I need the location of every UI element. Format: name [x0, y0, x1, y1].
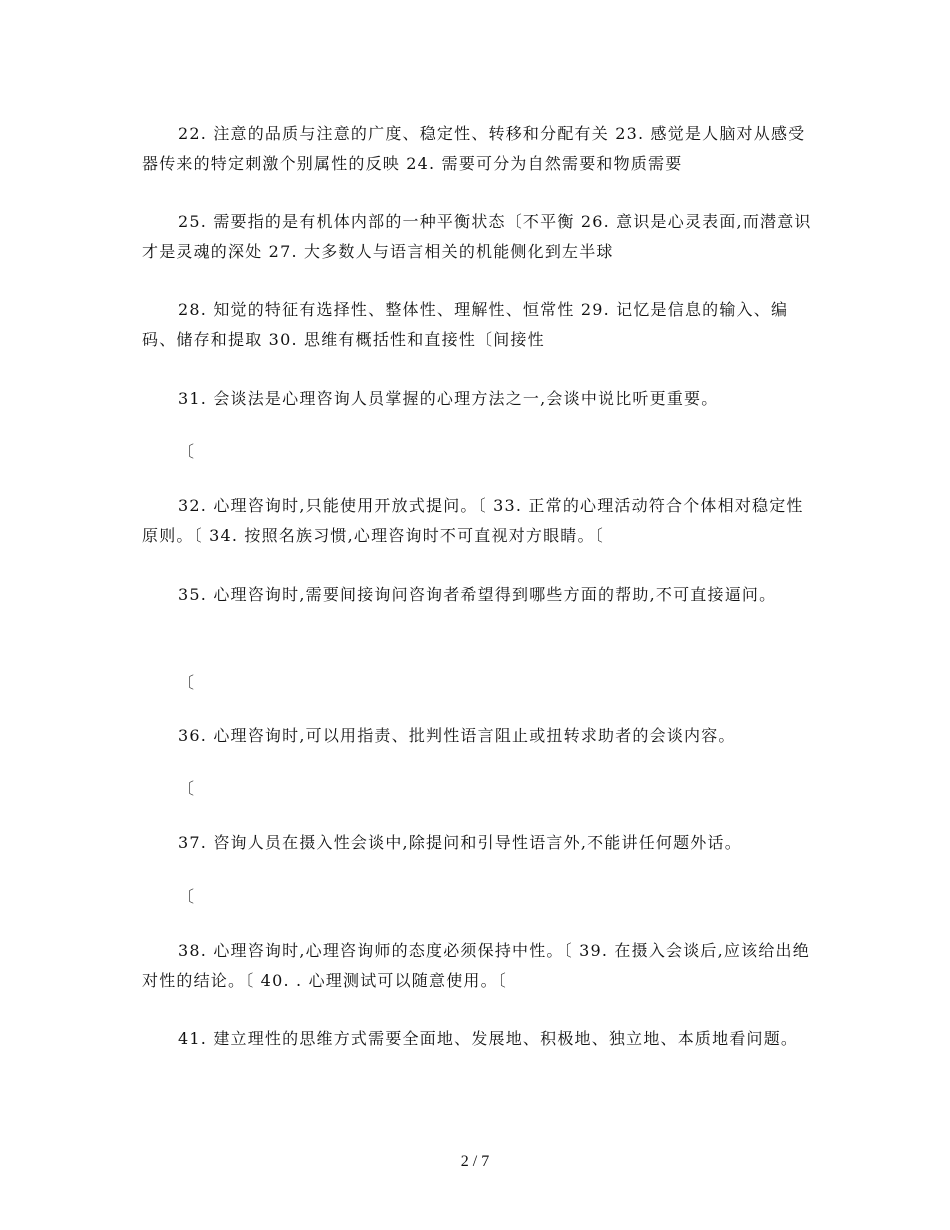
- paragraph-35: 35. 心理咨询时,需要间接询问咨询者希望得到哪些方面的帮助,不可直接逼问。: [178, 585, 777, 604]
- paragraph-37: 37. 咨询人员在摄入性会谈中,除提问和引导性语言外,不能讲任何题外话。: [178, 833, 742, 852]
- answer-bracket: 〔: [178, 673, 195, 692]
- paragraph-32-34: 32. 心理咨询时,只能使用开放式提问。〔 33. 正常的心理活动符合个体相对稳定性原则。〔 34. 按照名族习惯,心理咨询时不可直视对方眼睛。〔: [142, 496, 804, 545]
- paragraph-25-27: 25. 需要指的是有机体内部的一种平衡状态〔不平衡 26. 意识是心灵表面,而潜意识才是灵魂的深处 27. 大多数人与语言相关的机能侧化到左半球: [142, 212, 812, 261]
- answer-bracket: 〔: [178, 887, 195, 906]
- paragraph-36: 36. 心理咨询时,可以用指责、批判性语言阻止或扭转求助者的会谈内容。: [178, 726, 736, 745]
- page-number: 2 / 7: [460, 1153, 490, 1170]
- answer-bracket: 〔: [178, 779, 195, 798]
- paragraph-28-30: 28. 知觉的特征有选择性、整体性、理解性、恒常性 29. 记忆是信息的输入、编码、储存和提取 30. 思维有概括性和直接性〔间接性: [142, 300, 789, 349]
- answer-bracket: 〔: [178, 442, 195, 461]
- paragraph-41: 41. 建立理性的思维方式需要全面地、发展地、积极地、独立地、本质地看问题。: [178, 1029, 799, 1048]
- paragraph-31: 31. 会谈法是心理咨询人员掌握的心理方法之一,会谈中说比听更重要。: [178, 389, 719, 408]
- paragraph-38-40: 38. 心理咨询时,心理咨询师的态度必须保持中性。〔 39. 在摄入会谈后,应该给出绝对性的结论。〔 40. . 心理测试可以随意使用。〔: [142, 941, 810, 990]
- paragraph-22-24: 22. 注意的品质与注意的广度、稳定性、转移和分配有关 23. 感觉是人脑对从感受器传来的特定刺激个别属性的反映 24. 需要可分为自然需要和物质需要: [142, 124, 806, 173]
